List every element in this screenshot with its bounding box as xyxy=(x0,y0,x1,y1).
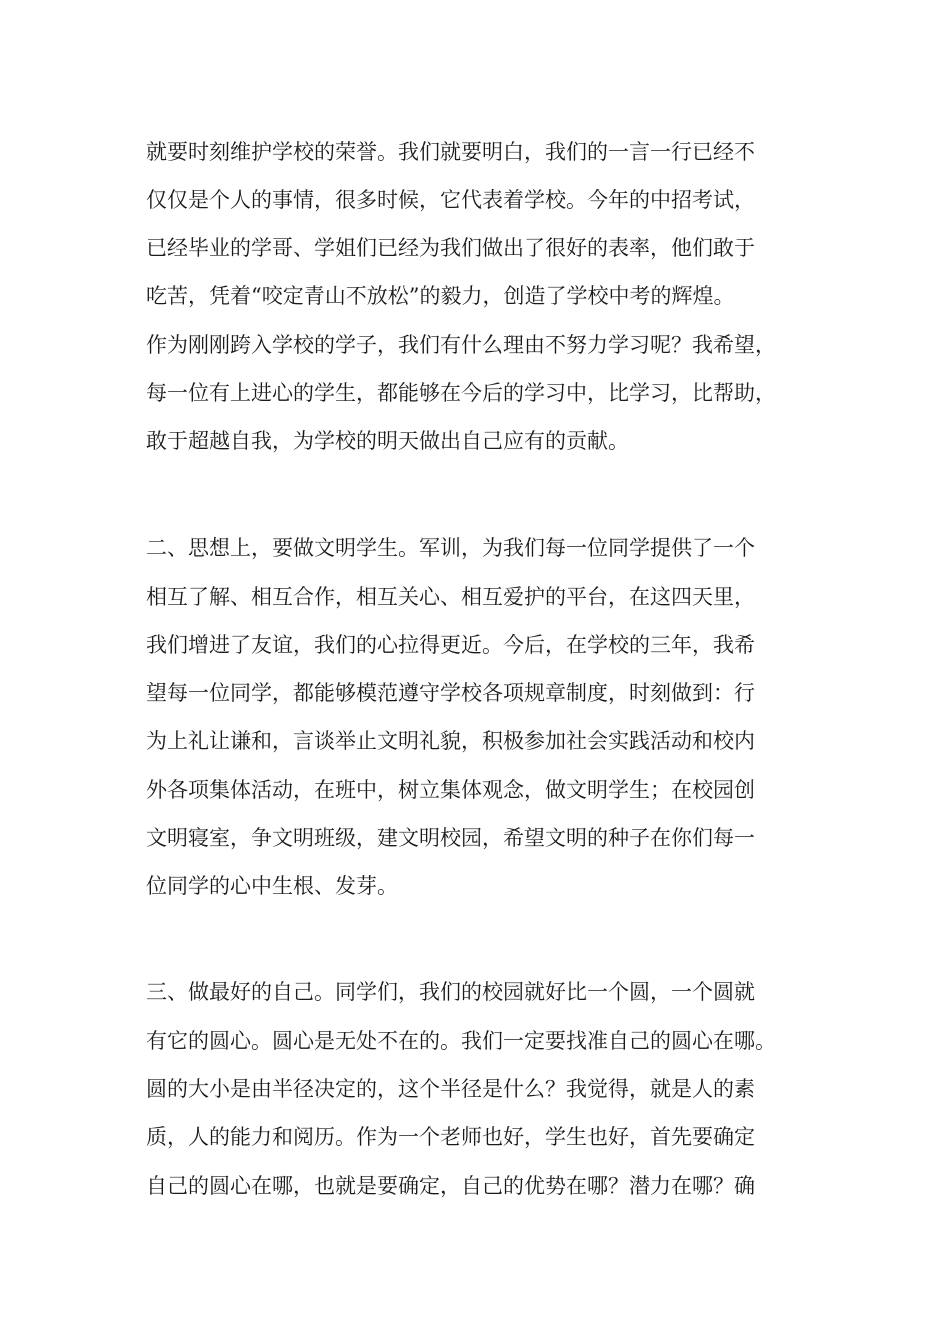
text-line: 自己的圆心在哪，也就是要确定，自己的优势在哪？潜力在哪？确 xyxy=(146,1174,755,1198)
text-line: 三、做最好的自己。同学们，我们的校园就好比一个圆，一个圆就 xyxy=(146,980,755,1004)
text-line: 已经毕业的学哥、学姐们已经为我们做出了很好的表率，他们敢于 xyxy=(146,236,755,260)
text-line: 圆的大小是由半径决定的，这个半径是什么？我觉得，就是人的素 xyxy=(146,1077,755,1101)
text-line: 质，人的能力和阅历。作为一个老师也好，学生也好，首先要确定 xyxy=(146,1125,755,1149)
text-line: 相互了解、相互合作，相互关心、相互爱护的平台，在这四天里， xyxy=(146,585,755,609)
text-line: 每一位有上进心的学生，都能够在今后的学习中，比学习，比帮助， xyxy=(146,381,776,405)
text-line: 为上礼让谦和，言谈举止文明礼貌，积极参加社会实践活动和校内 xyxy=(146,729,755,753)
text-line: 我们增进了友谊，我们的心拉得更近。今后，在学校的三年，我希 xyxy=(146,633,755,657)
text-line: 外各项集体活动，在班中，树立集体观念，做文明学生；在校园创 xyxy=(146,778,755,802)
text-line: 敢于超越自我，为学校的明天做出自己应有的贡献。 xyxy=(146,429,629,453)
text-line: 作为刚刚跨入学校的学子，我们有什么理由不努力学习呢？我希望， xyxy=(146,333,776,357)
text-line: 望每一位同学，都能够模范遵守学校各项规章制度，时刻做到：行 xyxy=(146,681,755,705)
text-line: 文明寝室，争文明班级，建文明校园，希望文明的种子在你们每一 xyxy=(146,826,755,850)
text-line: 吃苦，凭着“咬定青山不放松”的毅力，创造了学校中考的辉煌。 xyxy=(146,284,735,308)
text-line: 仅仅是个人的事情，很多时候，它代表着学校。今年的中招考试， xyxy=(146,188,755,212)
text-line: 就要时刻维护学校的荣誉。我们就要明白，我们的一言一行已经不 xyxy=(146,140,755,164)
text-line: 有它的圆心。圆心是无处不在的。我们一定要找准自己的圆心在哪。 xyxy=(146,1029,776,1053)
text-line: 位同学的心中生根、发芽。 xyxy=(146,874,398,898)
text-line: 二、思想上，要做文明学生。军训，为我们每一位同学提供了一个 xyxy=(146,536,755,560)
